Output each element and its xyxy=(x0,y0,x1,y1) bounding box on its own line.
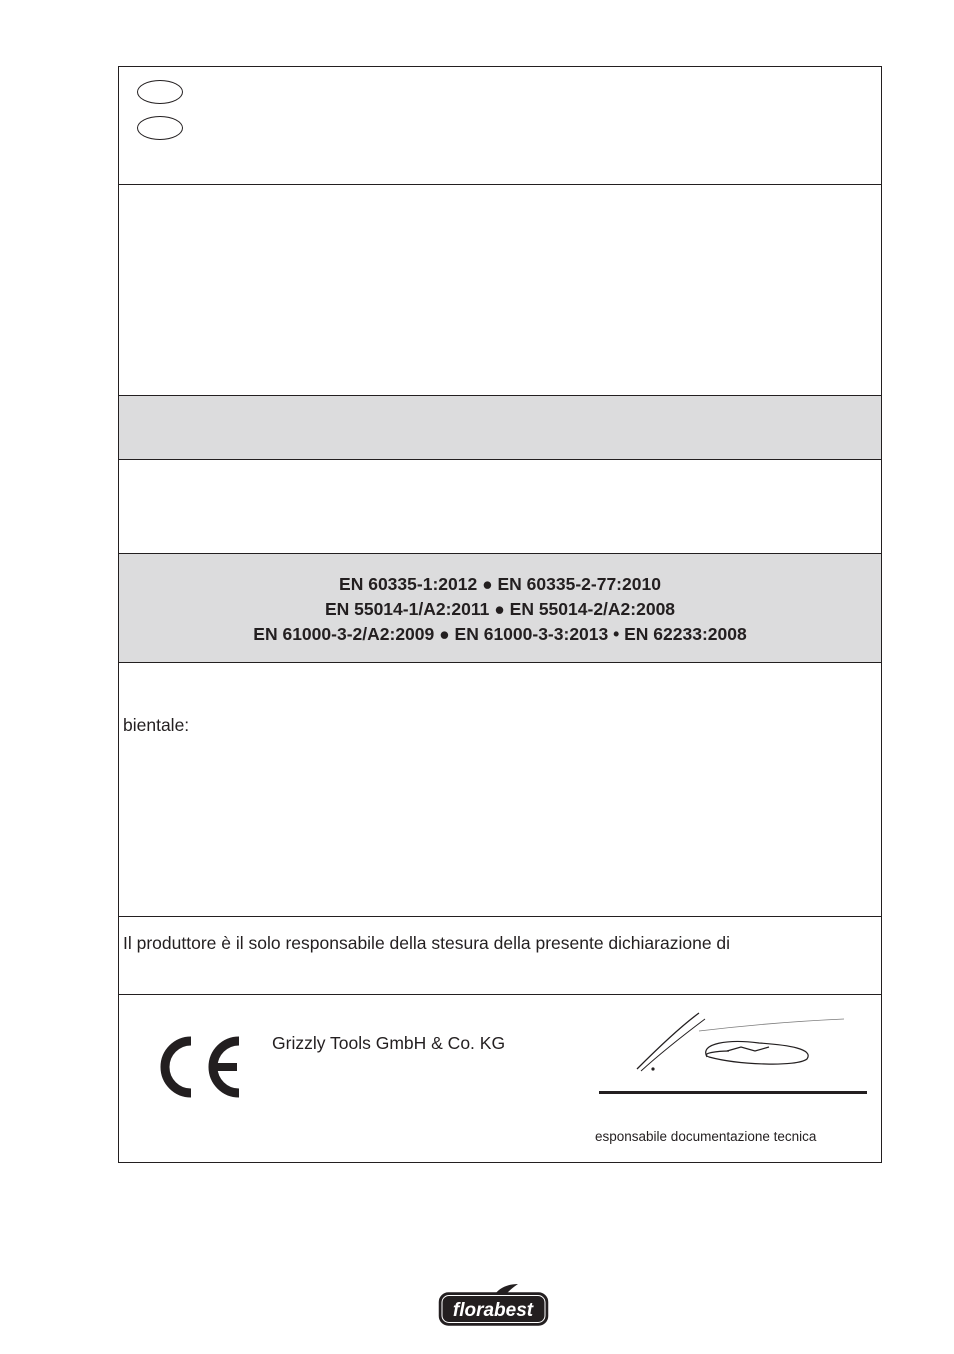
directives-section xyxy=(119,460,881,554)
signature-icon xyxy=(629,1009,869,1081)
ce-mark-icon xyxy=(155,1031,243,1103)
florabest-logo xyxy=(438,1282,550,1328)
environmental-label: bientale: xyxy=(123,715,190,735)
signature-line xyxy=(599,1091,867,1094)
logo-text: florabest xyxy=(452,1300,534,1321)
standards-list xyxy=(119,572,881,647)
signer-title: esponsabile documentazione tecnica xyxy=(595,1129,817,1144)
signature-section xyxy=(119,995,881,1162)
environmental-section xyxy=(119,663,881,917)
header-section xyxy=(119,67,881,185)
product-section xyxy=(119,185,881,396)
language-oval-bottom xyxy=(137,116,183,140)
standards-line-3: EN 61000-3-2/A2:2009 ● EN 61000-3-3:2013 • EN 62233:2008 xyxy=(253,624,747,644)
company-name: Grizzly Tools GmbH & Co. KG xyxy=(272,1033,506,1053)
responsibility-section xyxy=(119,917,881,995)
standards-section xyxy=(119,554,881,663)
language-oval-top xyxy=(137,80,183,104)
responsibility-text: Il produttore è il solo responsabile della stesura della presente dichiarazione di xyxy=(123,933,731,953)
standards-line-1: EN 60335-1:2012 ● EN 60335-2-77:2010 xyxy=(339,574,661,594)
gray-section xyxy=(119,396,881,460)
declaration-frame xyxy=(118,66,882,1163)
standards-line-2: EN 55014-1/A2:2011 ● EN 55014-2/A2:2008 xyxy=(324,599,676,619)
